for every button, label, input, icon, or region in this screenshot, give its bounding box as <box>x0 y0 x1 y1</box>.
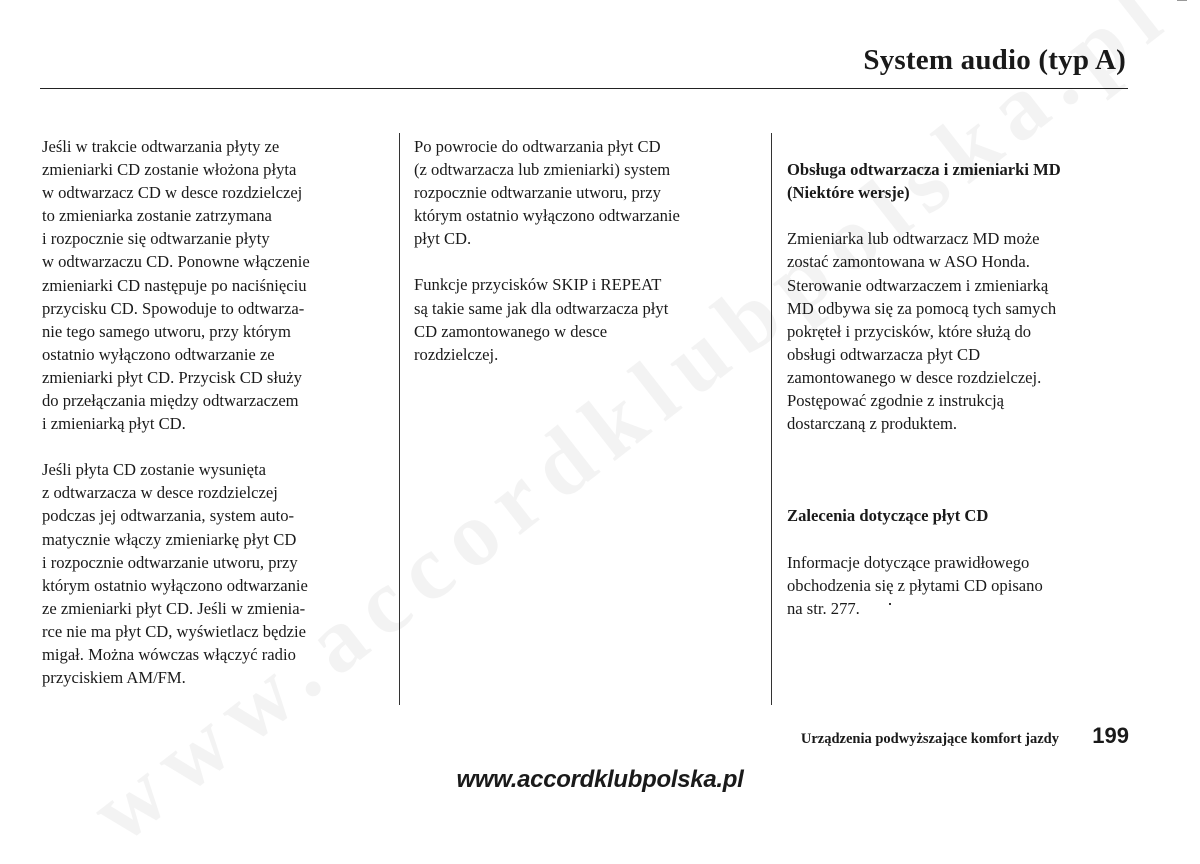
corner-mark <box>1177 0 1187 1</box>
section-cd-tips <box>787 481 1132 643</box>
column-divider <box>771 133 772 705</box>
section-heading: Obsługa odtwarzacza i zmieniarki MD (Niektóre wersje) <box>787 160 1061 203</box>
section-body: Zmieniarka lub odtwarzacz MD może zostać zamontowana w ASO Honda. Sterowanie odtwarzaczem i zmieniarką MD odbywa się za pomocą tych samych pokręteł i przycisków, które służą do obsługi odtwarzacza płyt CD zamontowanego w desce rozdzielczej. Postępować zgodnie z instrukcją dostarczaną z produktem. <box>787 229 1057 434</box>
section-heading: Zalecenia dotyczące płyt CD <box>787 506 989 526</box>
site-url: www.accordklubpolska.pl <box>456 766 744 793</box>
stray-dot <box>889 603 891 605</box>
paragraph: Jeśli w trakcie odtwarzania płyty ze zmieniarki CD zostanie włożona płyta w odtwarzacz CD w desce rozdzielczej to zmieniarka zostanie zatrzymana i rozpocznie się odtwarzanie płyty w odtwarzaczu CD. Ponowne włączenie zmieniarki CD następuje po naciśnięciu przycisku CD. Spowoduje to odtwarza- nie tego samego utworu, przy którym ostatnio wyłączono odtwarzanie ze zmieniarki płyt CD. Przycisk CD służy do przełączania między odtwarzaczem i zmieniarką płyt CD. <box>42 137 310 434</box>
paragraph: Po powrocie do odtwarzania płyt CD (z odtwarzacza lub zmieniarki) system rozpocznie odtwarzanie utworu, przy którym ostatnio wyłączono odtwarzanie płyt CD. <box>414 137 680 249</box>
column-3 <box>787 135 1132 666</box>
column-divider <box>399 133 400 705</box>
page-number: 199 <box>1092 723 1129 748</box>
section-md <box>787 135 1132 458</box>
column-2 <box>414 135 754 389</box>
footer-section-title: Urządzenia podwyższające komfort jazdy <box>800 731 1059 747</box>
paragraph: Jeśli płyta CD zostanie wysunięta z odtwarzacza w desce rozdzielczej podczas jej odtwarzania, system auto- matycznie włączy zmieniarkę płyt CD i rozpocznie odtwarzanie utworu, przy którym ostatnio wyłączono odtwarzanie ze zmieniarki płyt CD. Jeśli w zmienia- rce nie ma płyt CD, wyświetlacz będzie migał. Można wówczas włączyć radio przyciskiem AM/FM. <box>42 460 308 688</box>
paragraph: Funkcje przycisków SKIP i REPEAT są takie same jak dla odtwarzacza płyt CD zamontowanego w desce rozdzielczej. <box>414 275 669 364</box>
page-title: System audio (typ A) <box>863 44 1126 76</box>
section-body: Informacje dotyczące prawidłowego obchodzenia się z płytami CD opisano na str. 277. <box>787 552 1043 618</box>
column-1 <box>42 135 382 712</box>
